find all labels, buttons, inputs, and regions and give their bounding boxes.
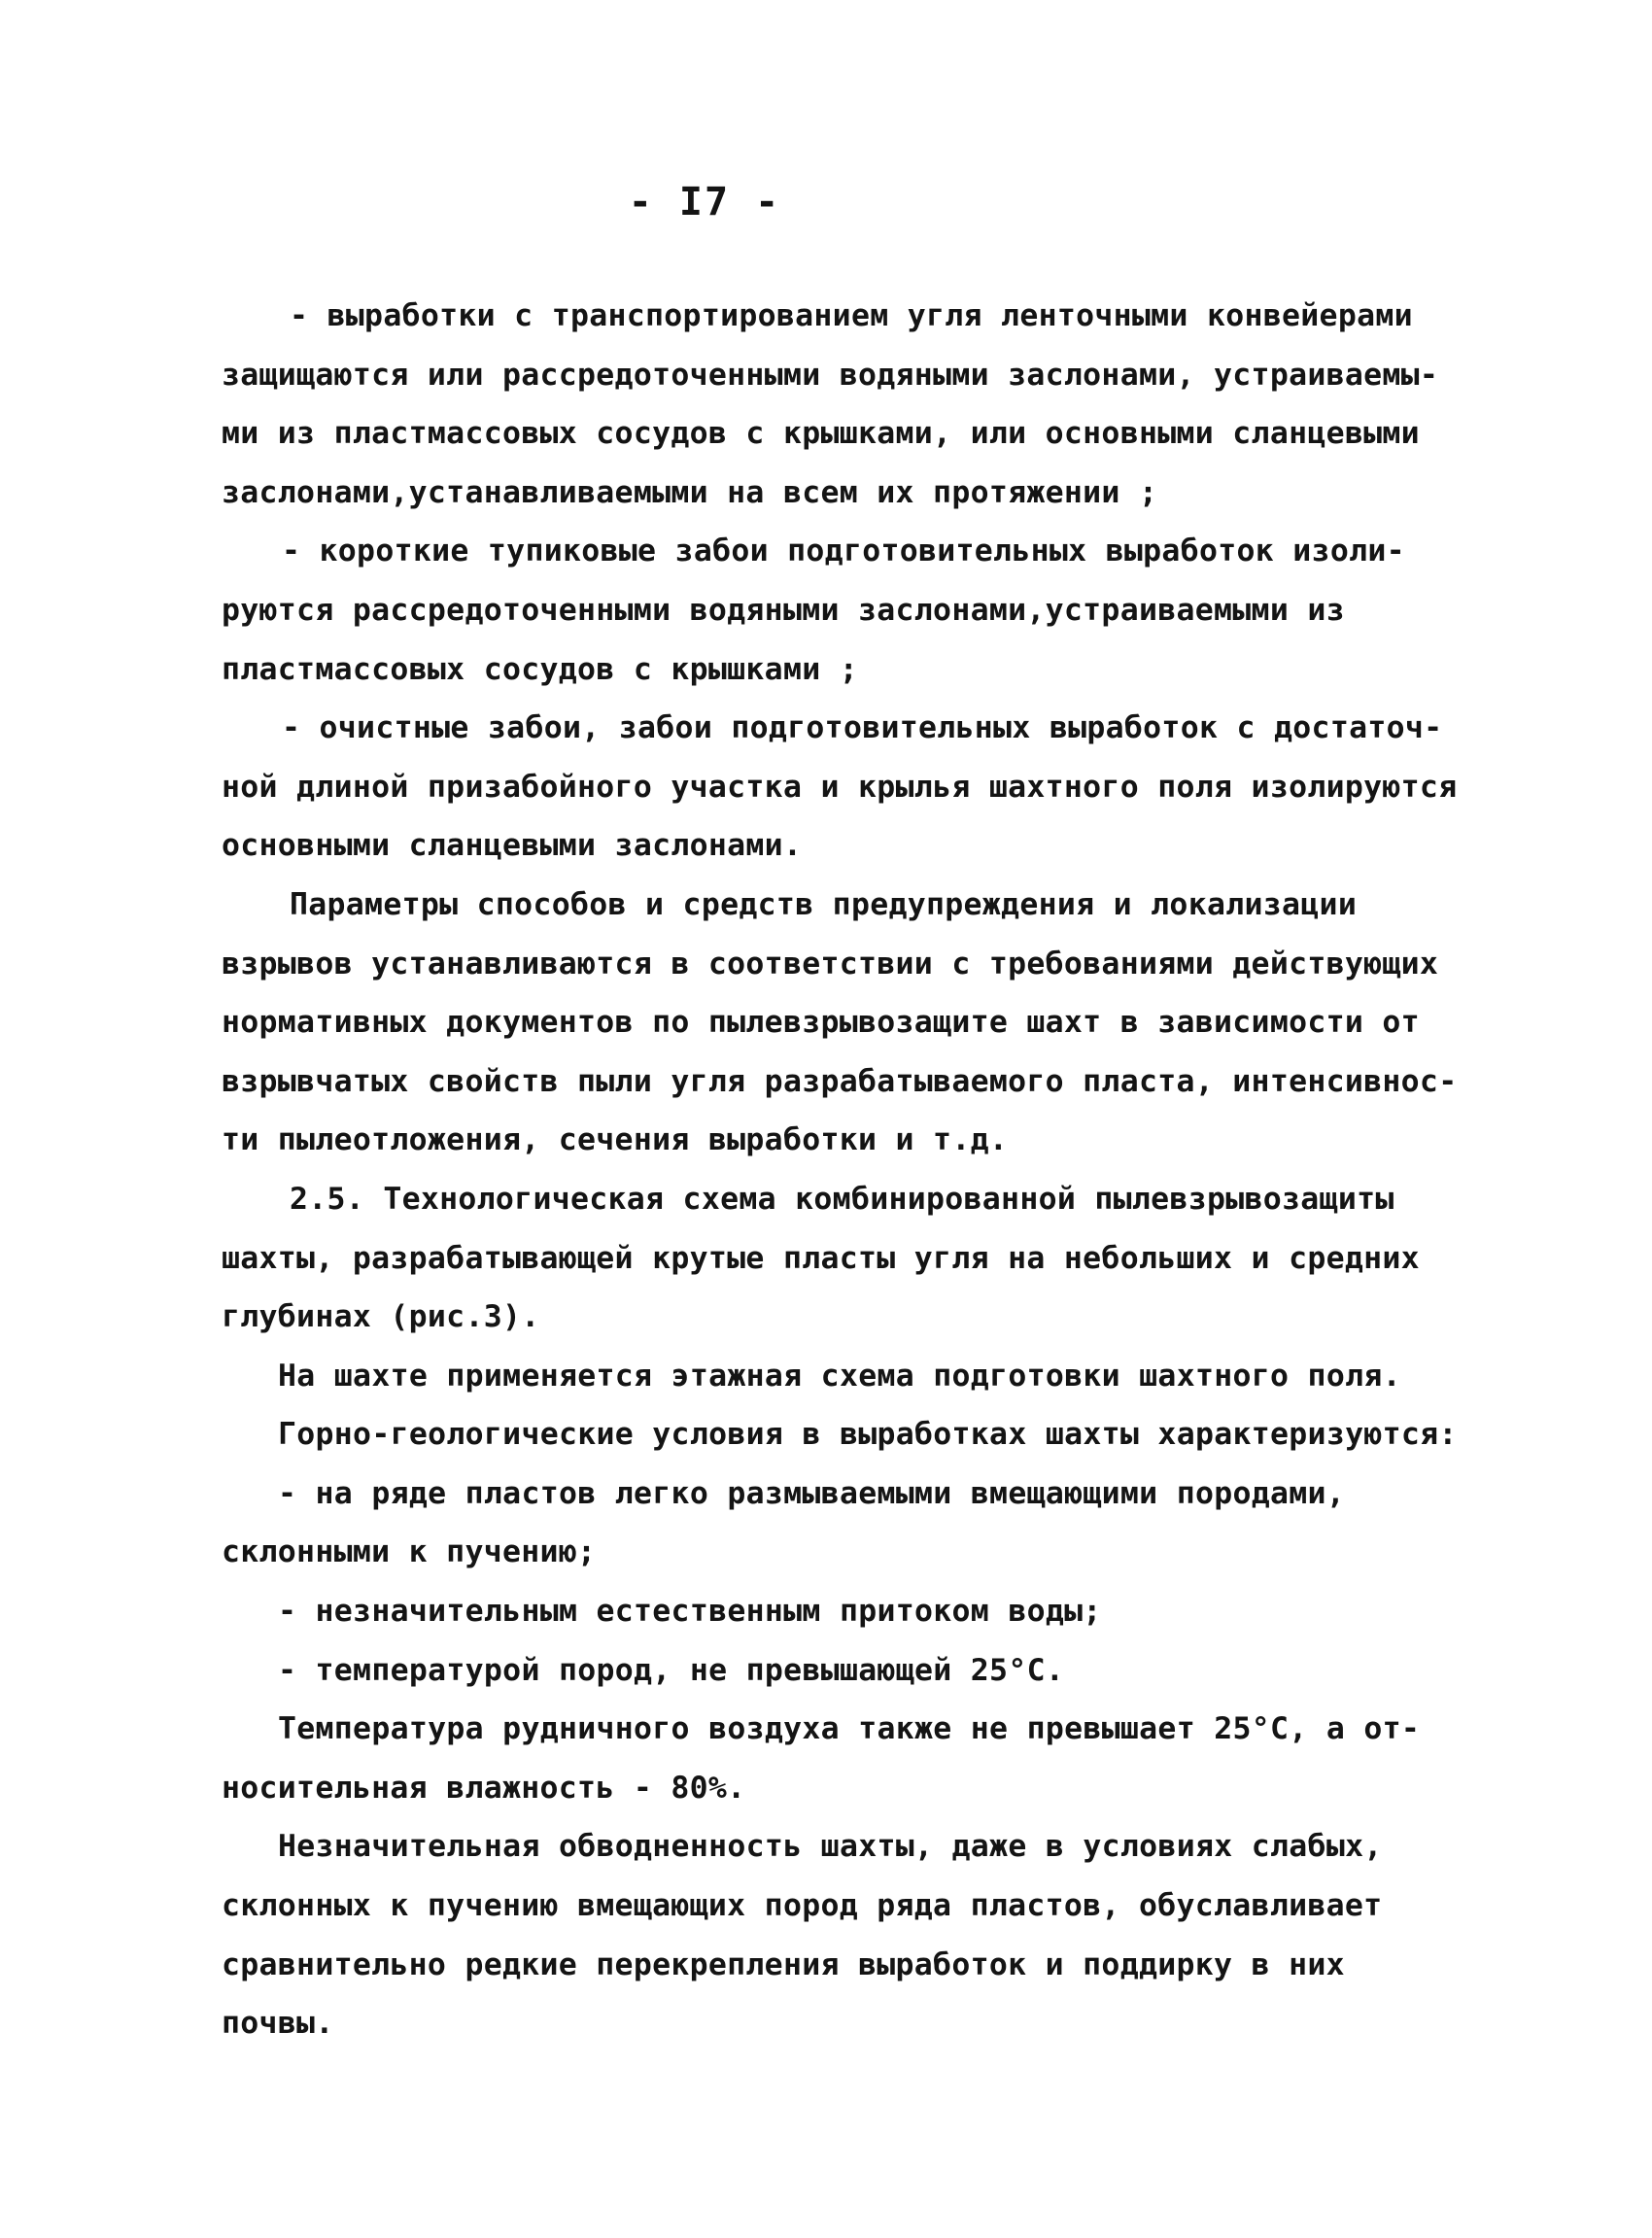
text-line: глубинах (рис.3). bbox=[222, 1299, 540, 1335]
text-line: защищаются или рассредоточенными водяными заслонами, устраиваемы- bbox=[222, 357, 1439, 393]
text-line: взрывов устанавливаются в соответствии с требованиями действующих bbox=[222, 946, 1439, 981]
text-line: заслонами,устанавливаемыми на всем их протяжении ; bbox=[222, 474, 1158, 510]
text-line: Параметры способов и средств предупреждения и локализации bbox=[290, 886, 1358, 922]
text-line: ной длиной призабойного участка и крылья шахтного поля изолируются bbox=[222, 769, 1458, 805]
text-line: основными сланцевыми заслонами. bbox=[222, 828, 803, 864]
text-line: носительная влажность - 80%. bbox=[222, 1770, 746, 1806]
text-line: - очистные забои, забои подготовительных выработок с достаточ- bbox=[282, 710, 1443, 746]
text-line: ти пылеотложения, сечения выработки и т.д. bbox=[222, 1122, 1009, 1158]
text-line: почвы. bbox=[222, 2006, 334, 2042]
text-line: склонными к пучению; bbox=[222, 1534, 597, 1570]
text-line: сравнительно редкие перекрепления выработок и поддирку в них bbox=[222, 1946, 1345, 1982]
text-line: руются рассредоточенными водяными заслонами,устраиваемыми из bbox=[222, 592, 1345, 628]
text-line: - температурой пород, не превышающей 25°С. bbox=[278, 1652, 1065, 1688]
text-line: Незначительная обводненность шахты, даже в условиях слабых, bbox=[278, 1829, 1383, 1865]
text-line: нормативных документов по пылевзрывозащите шахт в зависимости от bbox=[222, 1005, 1420, 1041]
text-line: Горно-геологические условия в выработках шахты характеризуются: bbox=[278, 1417, 1458, 1453]
text-line: На шахте применяется этажная схема подготовки шахтного поля. bbox=[278, 1358, 1401, 1394]
text-line: ми из пластмассовых сосудов с крышками, или основными сланцевыми bbox=[222, 416, 1420, 452]
section-heading-line: 2.5. Технологическая схема комбинированной пылевзрывозащиты bbox=[290, 1181, 1394, 1217]
text-line: - выработки с транспортированием угля ленточными конвейерами bbox=[290, 298, 1413, 333]
text-line: пластмассовых сосудов с крышками ; bbox=[222, 651, 858, 687]
text-line: - короткие тупиковые забои подготовительных выработок изоли- bbox=[282, 534, 1405, 569]
body-text bbox=[222, 287, 1475, 2053]
page-number: - I7 - bbox=[628, 180, 781, 224]
text-line: шахты, разрабатывающей крутые пласты угля на небольших и средних bbox=[222, 1240, 1420, 1276]
text-line: - незначительным естественным притоком воды; bbox=[278, 1594, 1102, 1630]
text-line: склонных к пучению вмещающих пород ряда пластов, обуславливает bbox=[222, 1888, 1383, 1924]
text-line: взрывчатых свойств пыли угля разрабатываемого пласта, интенсивнос- bbox=[222, 1063, 1458, 1099]
text-line: Температура рудничного воздуха также не превышает 25°С, а от- bbox=[278, 1711, 1421, 1747]
text-line: - на ряде пластов легко размываемыми вмещающими породами, bbox=[278, 1475, 1346, 1511]
